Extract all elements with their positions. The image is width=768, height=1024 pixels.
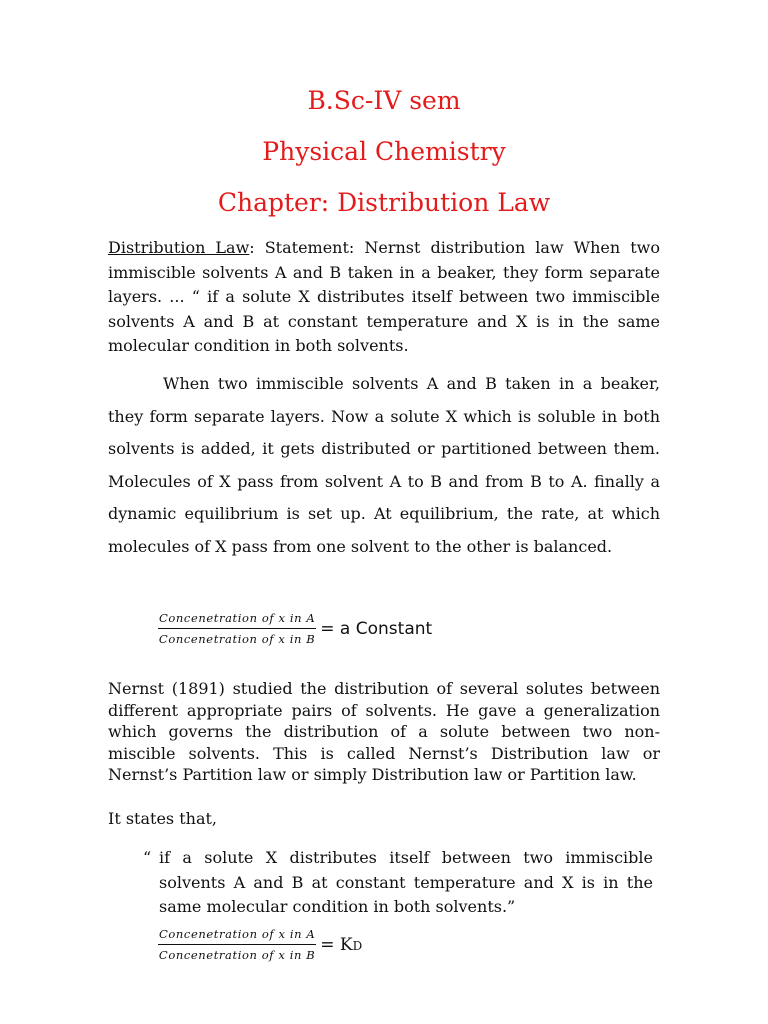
equation-kd <box>158 926 362 964</box>
equation-constant <box>158 610 432 648</box>
states-line: It states that, <box>108 809 217 828</box>
chapter-title: Chapter: Distribution Law <box>217 188 551 217</box>
equation-rhs <box>320 935 362 955</box>
explanation-text: When two immiscible solvents A and B taken in a beaker, they form separate layers. Now a solute X which is soluble in both solvents is added, it gets distributed or partitioned between them. Molecules of X pass from solvent A to B and from B to A. finally a dynamic equilibrium is set up. At equilibrium, the rate, at which molecules of X pass from one solvent to the other is balanced. <box>108 374 660 556</box>
concentration-ratio <box>158 926 316 964</box>
quote-text: if a solute X distributes itself between two immiscible solvents A and B at constant temperature and X is in the same molecular condition in both solvents.” <box>159 848 653 916</box>
intro-lead: Distribution Law <box>108 238 250 257</box>
fraction-denominator: Concenetration of x in B <box>158 632 316 646</box>
intro-paragraph <box>108 236 660 359</box>
fraction-numerator: Concenetration of x in A <box>158 926 316 945</box>
law-statement-quote <box>145 846 653 920</box>
fraction-denominator: Concenetration of x in B <box>158 948 316 962</box>
course-title: B.Sc-IV sem <box>307 86 461 115</box>
kd-subscript: D <box>352 939 363 953</box>
intro-text: : Statement: Nernst distribution law When two immiscible solvents A and B taken in a beaker, they form separate layers. ... “ if a solute X distributes itself between two immiscible solvents A and B at constant temperature and X is in the same molecular condition in both solvents. <box>108 238 660 355</box>
concentration-ratio <box>158 610 316 648</box>
equation-rhs: = a Constant <box>320 619 433 639</box>
explanation-paragraph <box>108 368 660 563</box>
subject-title: Physical Chemistry <box>262 137 506 166</box>
kd-main: = K <box>320 935 353 955</box>
open-quote-mark: “ <box>143 848 152 867</box>
nernst-paragraph: Nernst (1891) studied the distribution of several solutes between different appropriate pairs of solvents. He gave a generalization which governs the distribution of a solute between two non-miscible solvents. This is called Nernst’s Distribution law or Nernst’s Partition law or simply Distribution law or Partition law. <box>108 679 660 784</box>
fraction-numerator: Concenetration of x in A <box>158 610 316 629</box>
